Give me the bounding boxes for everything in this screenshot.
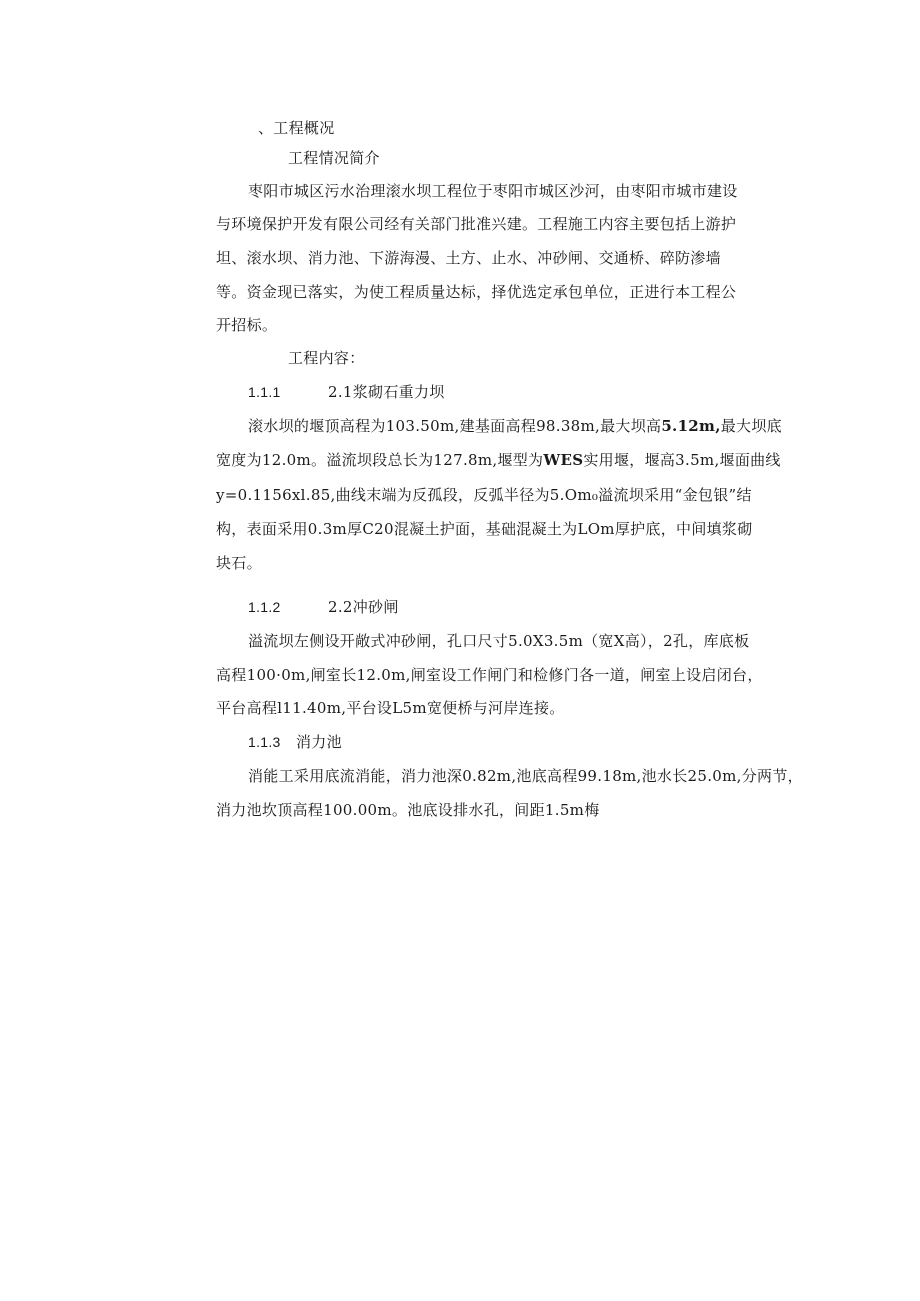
intro-line-1: 枣阳市城区污水治理滚水坝工程位于枣阳市城区沙河，由枣阳市城市建设 (248, 182, 738, 200)
dam-para-line-5: 块石。 (216, 554, 262, 572)
section-number: 1.1.3 (248, 734, 281, 750)
intro-line-4: 等。资金现已落实，为使工程质量达标，择优选定承包单位，正进行本工程公 (216, 283, 737, 301)
basin-para-line-2: 消力池坎顶高程100.00m。池底设排水孔，间距1.5m梅 (216, 801, 600, 819)
dam-para-line-1 (248, 416, 782, 436)
gate-para-line-2: 高程100·0m,闸室长12.0m,闸室设工作闸门和检修门各一道，闸室上设启闭台， (216, 666, 763, 684)
text-run: 滚水坝的堰顶高程为103.50m,建基面高程98.38m,最大坝高 (248, 417, 662, 435)
section-title: 消力池 (296, 733, 342, 751)
section-number: 1.1.1 (248, 384, 281, 400)
intro-line-5: 开招标。 (216, 316, 278, 334)
section-title: 2.1浆砌石重力坝 (328, 383, 445, 401)
dam-para-line-4: 构，表面采用0.3m厚C20混凝土护面，基础混凝土为LOm厚护底，中间填浆砌 (216, 520, 753, 538)
text-run: 宽度为12.0m。溢流坝段总长为127.8m,堰型为 (216, 451, 544, 469)
dam-para-line-2 (216, 450, 781, 470)
basin-para-line-1: 消能工采用底流消能，消力池深0.82m,池底高程99.18m,池水长25.0m,分两节， (248, 767, 803, 785)
text-run: 实用堰，堰高3.5m,堰面曲线 (583, 451, 781, 469)
bold-run: WES (543, 451, 584, 469)
section-heading: 、工程概况 (258, 119, 335, 137)
intro-line-3: 坦、滚水坝、消力池、下游海漫、土方、止水、冲砂闸、交通桥、碎防渗墙 (216, 249, 721, 267)
intro-line-2: 与环境保护开发有限公司经有关部门批准兴建。工程施工内容主要包括上游护 (216, 215, 737, 233)
dam-para-line-3: y=0.1156xl.85,曲线末端为反孤段，反弧半径为5.Om₀溢流坝采用“金包银”结 (216, 486, 752, 504)
gate-para-line-3: 平台高程l11.40m,平台设L5m宽便桥与河岸连接。 (216, 699, 565, 717)
gate-para-line-1: 溢流坝左侧设开敞式冲砂闸，孔口尺寸5.0X3.5m（宽X高），2孔，库底板 (248, 632, 750, 650)
section-number: 1.1.2 (248, 599, 281, 615)
bold-run: 5.12m, (661, 417, 721, 435)
content-heading: 工程内容： (288, 349, 365, 367)
subsection-heading: 工程情况简介 (288, 149, 380, 167)
text-run: 最大坝底 (720, 417, 782, 435)
section-title: 2.2冲砂闸 (328, 598, 399, 616)
